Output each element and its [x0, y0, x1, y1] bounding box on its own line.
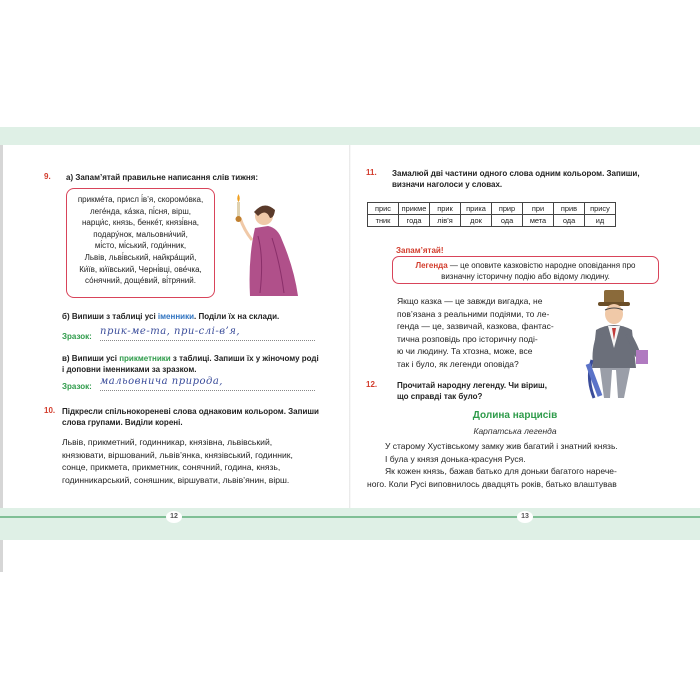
- story-text: [367, 440, 661, 490]
- keyword-adjectives: прикметники: [119, 354, 171, 363]
- task-10-line: слова групами. Виділи корені.: [62, 418, 183, 427]
- bottom-band-line: [0, 516, 700, 518]
- word-line: мі́сто, мі́ський, годи́нник,: [94, 241, 187, 251]
- task-12-line: що справді так було?: [397, 392, 483, 401]
- bottom-band: [0, 508, 700, 540]
- writing-line: [100, 390, 315, 391]
- table-cell: ид: [585, 215, 616, 227]
- word-group-line: сонце, прикмета, прикметник, сонячний, година, князь,: [62, 462, 281, 473]
- table-row: [368, 215, 616, 227]
- table-cell: прир: [492, 203, 523, 215]
- task-9b-text: б) Випиши з таблиці усі іменники. Поділи їх на склади.: [62, 312, 280, 321]
- remember-label: Запам’ятай!: [396, 246, 444, 255]
- table-cell: ода: [554, 215, 585, 227]
- top-band: [0, 127, 700, 145]
- task-9c-text: в) Випиши усі прикметники з таблиці. Запиши їх у жіночому роді: [62, 354, 319, 363]
- page-number-left: 12: [166, 511, 182, 523]
- definition-line: Легенда — це оповите казковістю народне оповідання про: [415, 261, 636, 270]
- table-cell: тник: [368, 215, 399, 227]
- task-10-number: 10.: [44, 406, 56, 415]
- table-cell: прису: [585, 203, 616, 215]
- task-9a-text: а) Запам’ятай правильне написання слів тижня:: [66, 173, 259, 182]
- word-group-line: Львів, прикметний, годинникар, князівна, львівський,: [62, 437, 273, 447]
- legend-explanation-paragraph: [397, 295, 577, 370]
- table-cell: лів’я: [430, 215, 461, 227]
- task-10-words: [62, 436, 293, 486]
- book-spine: [349, 145, 351, 508]
- table-cell: прик: [430, 203, 461, 215]
- table-cell: док: [461, 215, 492, 227]
- story-line: ного. Коли Русі виповнилось двадцять років, батько влаштував: [367, 478, 617, 489]
- table-cell: года: [399, 215, 430, 227]
- sample-label-b: Зразок:: [62, 332, 92, 341]
- definition-line: визначну історичну подію або відому людину.: [441, 272, 610, 281]
- paragraph-line: тична розповідь про історичну поді-: [397, 333, 538, 344]
- story-line: І була у князя донька-красуня Руся.: [385, 453, 526, 464]
- story-title: Долина нарцисів: [472, 410, 558, 421]
- task-9c-text-line2: і доповни іменниками за зразком.: [62, 365, 197, 374]
- task-11-line: Замалюй дві частини одного слова одним кольором. Запиши,: [392, 169, 640, 178]
- table-row: [368, 203, 616, 215]
- task-11-number: 11.: [366, 168, 377, 177]
- legend-definition-box: [392, 256, 659, 284]
- story-line: Як кожен князь, бажав батько для доньки багатого нарече-: [385, 466, 617, 476]
- word-line: Львів, льві́вський, найкра́щий,: [84, 252, 197, 262]
- word-line: нарци́с, князь, бенке́т, князі́вна,: [82, 218, 199, 228]
- table-cell: прика: [461, 203, 492, 215]
- word-line: прикме́та, присл і́в’я, скоромо́вка,: [77, 195, 204, 204]
- table-cell: прис: [368, 203, 399, 215]
- word-line: леге́нда, ка́зка, пі́сня, вірш,: [89, 206, 192, 216]
- word-group-line: князювати, віршований, львів’янка, князівський, годинник,: [62, 449, 293, 460]
- word-line: Ки́їв, ки́ївський, Черні́вці, ове́чка,: [79, 264, 202, 274]
- words-of-week-box: [66, 188, 215, 298]
- paragraph-line: ю чи людину. Та хтозна, може, все: [397, 346, 533, 356]
- task-11-line: визначи наголоси у словах.: [392, 180, 503, 189]
- syllable-table: [367, 202, 616, 227]
- word-line: со́нячний, доще́вий, ві́тряний.: [85, 276, 196, 286]
- table-cell: при: [523, 203, 554, 215]
- paragraph-line: Якщо казка — це завжди вигадка, не: [397, 296, 543, 306]
- story-subtitle: Карпатська легенда: [473, 426, 557, 436]
- sample-label-c: Зразок:: [62, 382, 92, 391]
- paragraph-line: пов’язана з реальними подіями, то ле-: [397, 308, 550, 319]
- task-10-line: Підкресли спільнокореневі слова однаковим кольором. Запиши: [62, 407, 319, 416]
- woman-with-candle-illustration: [220, 188, 310, 300]
- paragraph-line: генда — це, зазвичай, казкова, фантас-: [397, 321, 554, 331]
- task-9-number: 9.: [44, 172, 51, 181]
- writing-line: [100, 340, 315, 341]
- gentleman-with-umbrella-illustration: [578, 288, 660, 404]
- table-cell: ода: [492, 215, 523, 227]
- sample-c-handwriting: мальовнича природа,: [100, 376, 223, 387]
- keyword-nouns: іменники: [157, 312, 194, 321]
- sample-b-handwriting: прик-ме-та, при-слі-в’я,: [100, 326, 241, 337]
- table-cell: прив: [554, 203, 585, 215]
- word-line: подару́нок, мальовни́чий,: [93, 229, 188, 239]
- table-cell: прикме: [399, 203, 430, 215]
- word-group-line: годинникарський, соняшник, віршувати, львів’янин, вірш.: [62, 474, 290, 485]
- page-number-right: 13: [517, 511, 533, 523]
- table-cell: мета: [523, 215, 554, 227]
- term-legend: Легенда: [415, 261, 448, 270]
- task-12-line: Прочитай народну легенду. Чи віриш,: [397, 381, 547, 390]
- paragraph-line: так і було, як легенди оповіда?: [397, 358, 519, 369]
- story-line: У старому Хустівському замку жив багатий і знатний князь.: [385, 441, 618, 451]
- task-12-number: 12.: [366, 380, 378, 389]
